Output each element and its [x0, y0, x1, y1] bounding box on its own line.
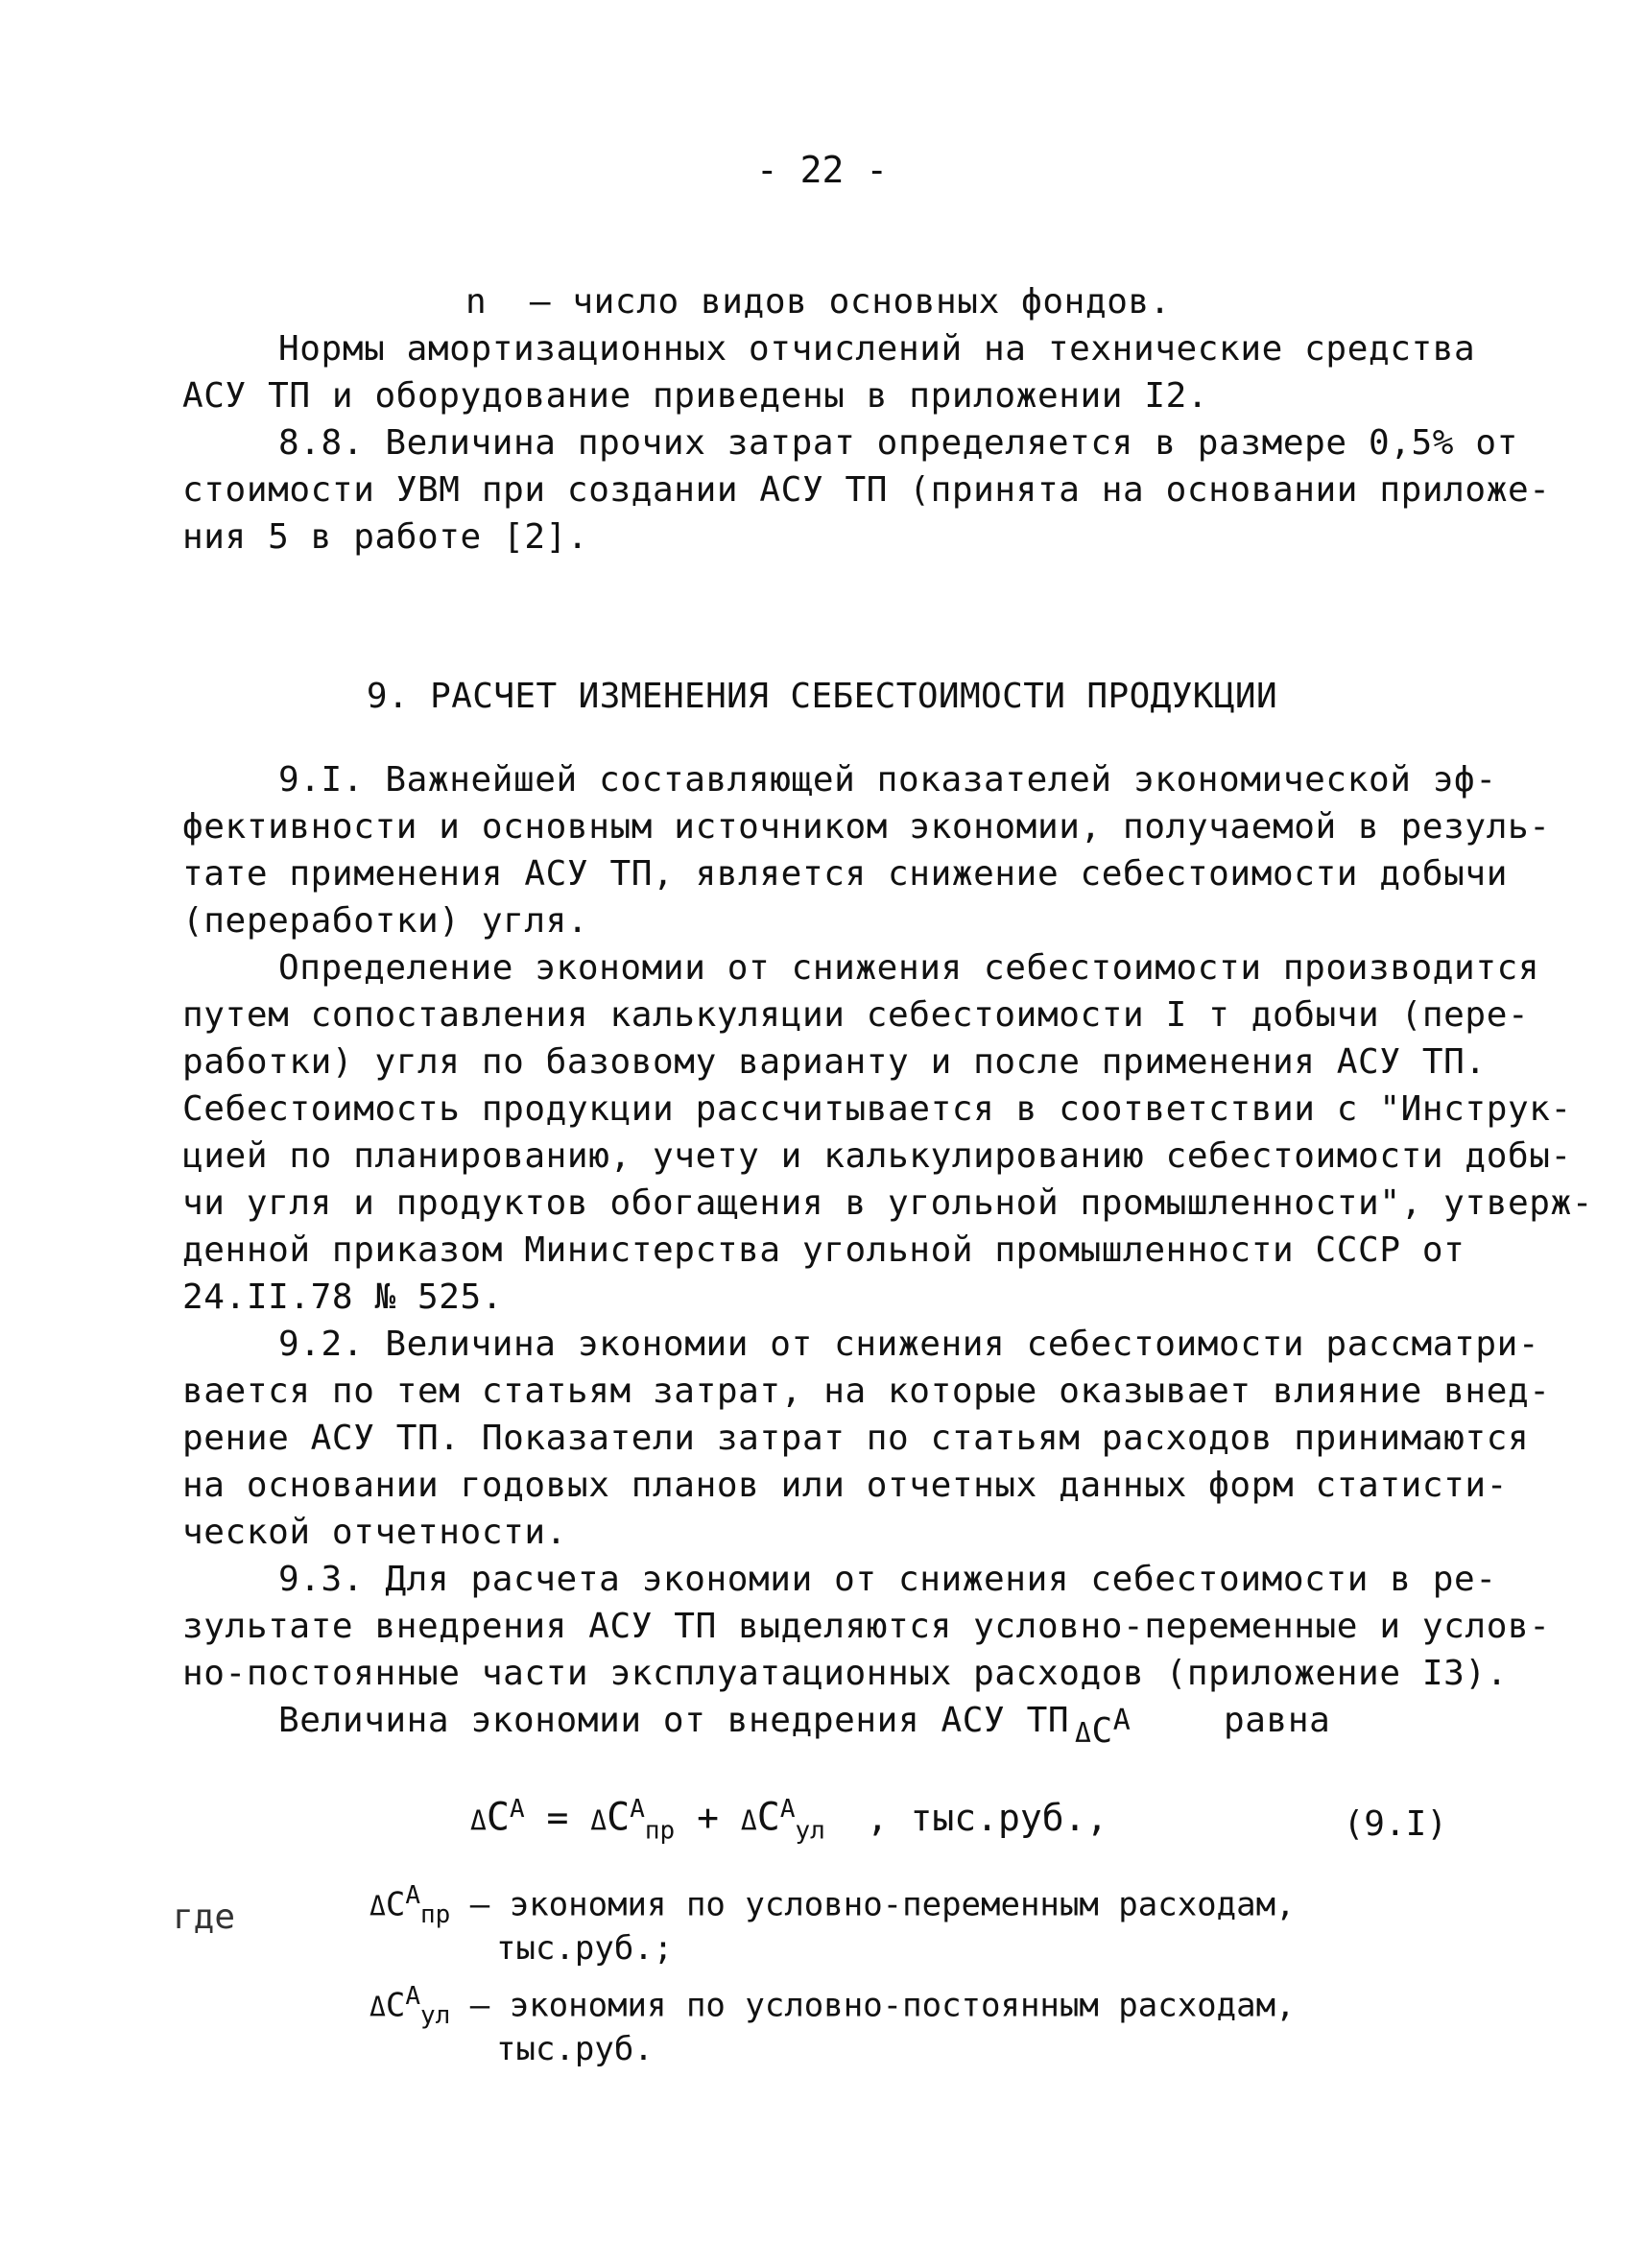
glossary-desc: – экономия по условно-постоянным расходам,: [469, 1986, 1296, 2025]
paragraph-line: на основании годовых планов или отчетных данных форм статисти-: [182, 1466, 1508, 1505]
paragraph-line: стоимости УВМ при создании АСУ ТП (принята на основании приложе-: [182, 470, 1551, 510]
paragraph-line: цией по планированию, учету и калькулированию себестоимости добы-: [182, 1136, 1572, 1176]
equation-number: (9.I): [1343, 1804, 1447, 1844]
paragraph-line: n – число видов основных фондов.: [465, 282, 1172, 322]
page-number: - 22 -: [755, 149, 889, 191]
glossary-unit: тыс.руб.: [496, 2030, 654, 2069]
paragraph-line: 24.II.78 № 525.: [182, 1277, 504, 1317]
paragraph-line: (переработки) угля.: [182, 901, 589, 941]
paragraph-line: АСУ ТП и оборудование приведены в приложении I2.: [182, 376, 1209, 416]
paragraph-line: чи угля и продуктов обогащения в угольной промышленности", утверж-: [182, 1183, 1594, 1223]
paragraph-line: равна: [1224, 1701, 1331, 1740]
paragraph-line: 9.I. Важнейшей составляющей показателей экономической эф-: [278, 760, 1497, 800]
paragraph-line: Нормы амортизационных отчислений на технические средства: [278, 329, 1476, 369]
glossary-item: $\Delta C^A_{ул}$ – экономия по условно-постоянным расходам, тыс.руб.: [369, 1982, 1296, 2069]
paragraph-line: 9.3. Для расчета экономии от снижения себестоимости в ре-: [278, 1560, 1497, 1599]
paragraph-line: но-постоянные части эксплуатационных расходов (приложение I3).: [182, 1654, 1508, 1693]
paragraph-line: фективности и основным источником экономии, получаемой в резуль-: [182, 807, 1551, 847]
glossary-item: $\Delta C^A_{пр}$ – экономия по условно-переменным расходам, тыс.руб.;: [369, 1881, 1296, 1969]
paragraph-line: Величина экономии от внедрения АСУ ТП: [278, 1701, 1070, 1740]
section-title: 9. РАСЧЕТ ИЗМЕНЕНИЯ СЕБЕСТОИМОСТИ ПРОДУКЦИИ: [366, 677, 1278, 716]
paragraph-line: вается по тем статьям затрат, на которые оказывает влияние внед-: [182, 1372, 1551, 1411]
formula-inline: $\Delta C^A$: [1075, 1704, 1132, 1751]
paragraph-line: Себестоимость продукции рассчитывается в соответствии с "Инструк-: [182, 1089, 1572, 1129]
paragraph-line: ческой отчетности.: [182, 1513, 567, 1552]
glossary-unit: тыс.руб.;: [496, 1929, 674, 1969]
paragraph-line: Определение экономии от снижения себестоимости производится: [278, 948, 1540, 988]
paragraph-line: рение АСУ ТП. Показатели затрат по статьям расходов принимаются: [182, 1419, 1530, 1458]
paragraph-line: 8.8. Величина прочих затрат определяется в размере 0,5% от: [278, 423, 1518, 463]
paragraph-line: ния 5 в работе [2].: [182, 517, 589, 557]
glossary-desc: – экономия по условно-переменным расходам,: [469, 1885, 1296, 1924]
paragraph-line: путем сопоставления калькуляции себестоимости I т добычи (пере-: [182, 995, 1530, 1035]
paragraph-line: тате применения АСУ ТП, является снижение себестоимости добычи: [182, 854, 1508, 894]
paragraph-line: денной приказом Министерства угольной промышленности СССР от: [182, 1230, 1465, 1270]
formula-9-1: $\Delta C^A = \Delta C^A_{пр} + \Delta C^A_{ул}$ , тыс.руб.,: [470, 1795, 1108, 1846]
paragraph-line: зультате внедрения АСУ ТП выделяются условно-переменные и услов-: [182, 1607, 1551, 1646]
where-label: где: [173, 1898, 236, 1937]
paragraph-line: 9.2. Величина экономии от снижения себестоимости рассматри-: [278, 1325, 1540, 1364]
paragraph-line: работки) угля по базовому варианту и после применения АСУ ТП.: [182, 1042, 1487, 1082]
